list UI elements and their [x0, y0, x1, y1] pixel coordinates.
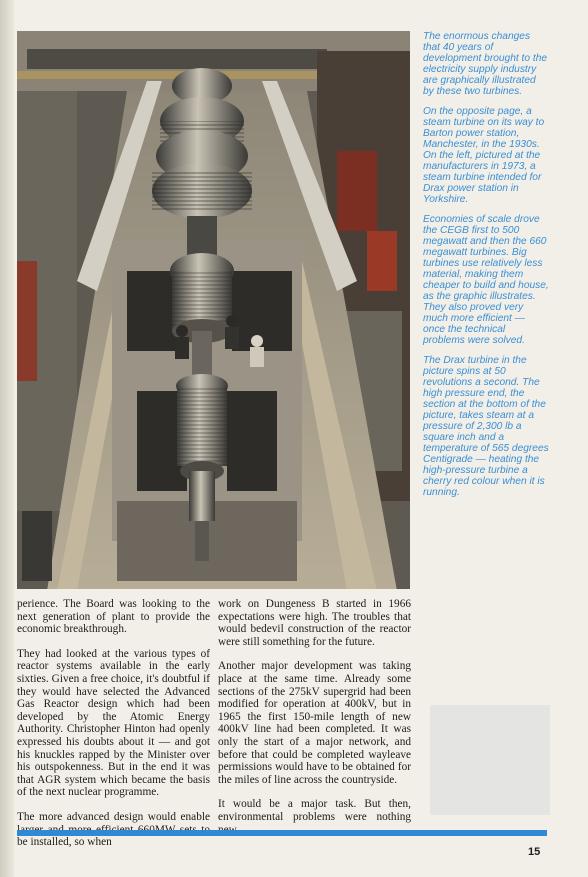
photo-caption	[423, 31, 549, 507]
show-through-ghost	[430, 705, 550, 815]
footer-rule	[17, 830, 547, 836]
turbine-photo	[17, 31, 410, 589]
body-paragraph: It would be a major task. But then, environmental problems were nothing	[218, 798, 411, 823]
body-paragraph: The more advanced design would enable be installed, so when	[17, 810, 210, 849]
body-column-left	[17, 598, 210, 861]
body-column-right	[218, 598, 411, 848]
page-edge	[0, 0, 14, 877]
caption-paragraph: Economies of scale drove the CEGB first to 500 megawatt and then the 660 megawatt turbines. Big turbines use relatively less material, making them cheaper to build and house, as the graphic illustrates. They also proved very much more efficient — once the technical problems were solved.	[423, 214, 549, 346]
body-paragraph: They had looked at the various types of reactor systems available in the early sixties. Given a free choice, it's doubtful if they would have selected the Advanced Gas Reactor design which had been developed by the Atomic Energy Authority. Christopher Hinton had openly expressed his doubts about it — and got his knuckles rapped by the Minister over his outspokenness. But in the end it was that AGR system which became the basis of the next nuclear programme.	[17, 647, 210, 799]
caption-paragraph: The enormous changes that 40 years of development brought to the electricity supply industry are graphically illustrated by these two turbines.	[423, 31, 548, 97]
body-paragraph: perience. The Board was looking to the next generation of plant to provide the economic breakthrough.	[17, 598, 210, 636]
body-paragraph: work on Dungeness B started in 1966 expectations were high. The troubles that would bedevil construction of the reactor were still something for the future.	[218, 598, 411, 648]
caption-paragraph: The Drax turbine in the picture spins at 50 revolutions a second. The high pressure end, the section at the bottom of the picture, takes steam at a pressure of 2,300 lb a square inch and a temperature of 565 degrees Centigrade — heating the high-pressure turbine a cherry red colour when it is running.	[423, 355, 549, 498]
caption-paragraph: On the opposite page, a steam turbine on its way to Barton power station, Manchester, in the 1930s. On the left, pictured at the manufacturers in 1973, a steam turbine intended for Drax power station in Yorkshire.	[423, 106, 545, 205]
body-paragraph: Another major development was taking place at the same time. Already some sections of the 275kV supergrid had been modified for operation at 400kV, but in 1965 the first 150-mile length of new 400kV line had been completed. It was only the start of a major network, and before that could be completed wayleave permissions would have to be obtained for the miles of line across the countryside.	[218, 660, 411, 786]
page-number: 15	[528, 846, 541, 858]
